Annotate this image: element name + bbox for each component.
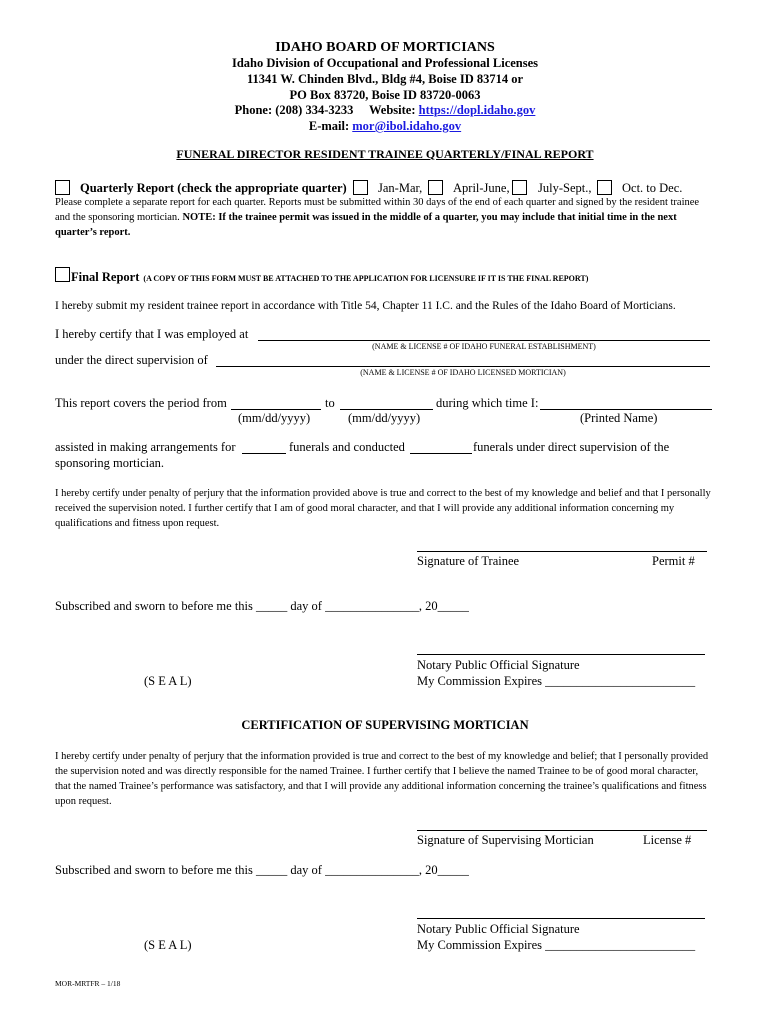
- april-june-checkbox[interactable]: [428, 180, 443, 195]
- final-report-checkbox[interactable]: [55, 267, 70, 282]
- period-to-label: to: [325, 396, 335, 410]
- permit-label: Permit #: [652, 554, 695, 568]
- quarterly-note: [55, 195, 715, 240]
- quarterly-note-text: Please complete a separate report for each quarter. Reports must be submitted within 30 days of the end of each quarter and signed by the resident trainee and the sponsoring mortician.: [55, 197, 700, 223]
- cert-heading: CERTIFICATION OF SUPERVISING MORTICIAN: [241, 718, 529, 732]
- website-label: Website:: [369, 103, 416, 117]
- address-line-1: 11341 W. Chinden Blvd., Bldg #4, Boise ID 83714 or: [246, 72, 524, 86]
- license-label: License #: [643, 833, 692, 847]
- commission-expires-2: My Commission Expires ________________________: [417, 938, 696, 952]
- final-report-label: Final Report: [71, 270, 140, 284]
- printed-name-caption: (Printed Name): [580, 411, 658, 425]
- board-title: IDAHO BOARD OF MORTICIANS: [275, 40, 495, 55]
- seal-2: (S E A L): [144, 938, 192, 952]
- mortician-field[interactable]: [216, 366, 710, 367]
- email-line: [0, 119, 770, 134]
- notary-signature-label-1: Notary Public Official Signature: [417, 658, 580, 672]
- final-report-line: [71, 268, 588, 286]
- notary-signature-label-2: Notary Public Official Signature: [417, 922, 580, 936]
- form-code: MOR-MRTFR – 1/18: [55, 979, 121, 988]
- sworn-statement-2: Subscribed and sworn to before me this _____ day of _______________, 20_____: [55, 863, 469, 877]
- conducted-count-field[interactable]: [410, 453, 472, 454]
- oct-dec-checkbox[interactable]: [597, 180, 612, 195]
- mortician-certification: I hereby certify under penalty of perjury that the information provided is true and correct to the best of my knowledge and belief; that I personally provided the supervision noted and was directly responsible for the named Trainee. I further certify that I believe the named Trainee to be of good moral character, that the named Trainee’s performance was satisfactory, and that I will provide any additional information concerning the trainee’s qualifications and fitness upon request.: [55, 751, 709, 807]
- period-during-label: during which time I:: [436, 396, 539, 410]
- website-link[interactable]: https://dopl.idaho.gov: [418, 103, 536, 117]
- funerals-part3: funerals under direct supervision of the: [473, 440, 670, 454]
- funerals-part2: funerals and conducted: [289, 440, 405, 454]
- period-label: This report covers the period from: [55, 396, 227, 410]
- establishment-field[interactable]: [258, 340, 710, 341]
- email-link[interactable]: mor@ibol.idaho.gov: [352, 119, 462, 133]
- quarterly-report-label: Quarterly Report (check the appropriate quarter): [80, 181, 347, 195]
- quarterly-note-bold: NOTE: If the trainee permit was issued in the middle of a quarter, you may include that initial time in the next quarter’s report.: [55, 212, 677, 238]
- mortician-signature-field[interactable]: [417, 830, 707, 831]
- commission-expires-1: My Commission Expires ________________________: [417, 674, 696, 688]
- seal-1: (S E A L): [144, 674, 192, 688]
- funerals-part4: sponsoring mortician.: [55, 456, 165, 470]
- contact-line: [0, 103, 770, 118]
- division-name: Idaho Division of Occupational and Professional Licenses: [231, 56, 539, 70]
- quarterly-report-checkbox[interactable]: [55, 180, 70, 195]
- jan-mar-checkbox[interactable]: [353, 180, 368, 195]
- submit-statement: I hereby submit my resident trainee report in accordance with Title 54, Chapter 11 I.C. and the Rules of the Idaho Board of Morticians.: [55, 300, 676, 312]
- trainee-certification: I hereby certify under penalty of perjury that the information provided above is true and correct to the best of my knowledge and belief and that I personally received the supervision noted. I further certify that I am of good moral character, and that I will provide any additional information concerning my qualifications and fitness upon request.: [55, 488, 711, 529]
- arrangements-count-field[interactable]: [242, 453, 286, 454]
- form-title: FUNERAL DIRECTOR RESIDENT TRAINEE QUARTERLY/FINAL REPORT: [176, 147, 594, 161]
- sworn-statement-1: Subscribed and sworn to before me this _____ day of _______________, 20_____: [55, 599, 469, 613]
- trainee-signature-label: Signature of Trainee: [417, 554, 520, 568]
- april-june-label: April-June,: [453, 181, 510, 195]
- final-report-note: (A COPY OF THIS FORM MUST BE ATTACHED TO THE APPLICATION FOR LICENSURE IF IT IS THE FINAL REPORT): [143, 274, 589, 283]
- notary-signature-field-1[interactable]: [417, 654, 705, 655]
- address-line-2: PO Box 83720, Boise ID 83720-0063: [289, 88, 481, 102]
- employed-label: I hereby certify that I was employed at: [55, 327, 249, 341]
- funerals-part1: assisted in making arrangements for: [55, 440, 236, 454]
- trainee-signature-field[interactable]: [417, 551, 707, 552]
- printed-name-field[interactable]: [540, 409, 712, 410]
- july-sept-label: July-Sept.,: [538, 181, 592, 195]
- notary-signature-field-2[interactable]: [417, 918, 705, 919]
- mortician-signature-label: Signature of Supervising Mortician: [417, 833, 594, 847]
- from-date-caption: (mm/dd/yyyy): [238, 411, 311, 425]
- supervision-label: under the direct supervision of: [55, 353, 208, 367]
- mortician-caption: (NAME & LICENSE # OF IDAHO LICENSED MORTICIAN): [360, 368, 566, 377]
- email-label: E-mail:: [308, 119, 350, 133]
- establishment-caption: (NAME & LICENSE # OF IDAHO FUNERAL ESTABLISHMENT): [372, 342, 596, 351]
- oct-dec-label: Oct. to Dec.: [622, 181, 683, 195]
- period-from-field[interactable]: [231, 409, 321, 410]
- jan-mar-label: Jan-Mar,: [378, 181, 423, 195]
- july-sept-checkbox[interactable]: [512, 180, 527, 195]
- to-date-caption: (mm/dd/yyyy): [348, 411, 421, 425]
- phone: Phone: (208) 334-3233: [234, 103, 354, 117]
- period-to-field[interactable]: [340, 409, 433, 410]
